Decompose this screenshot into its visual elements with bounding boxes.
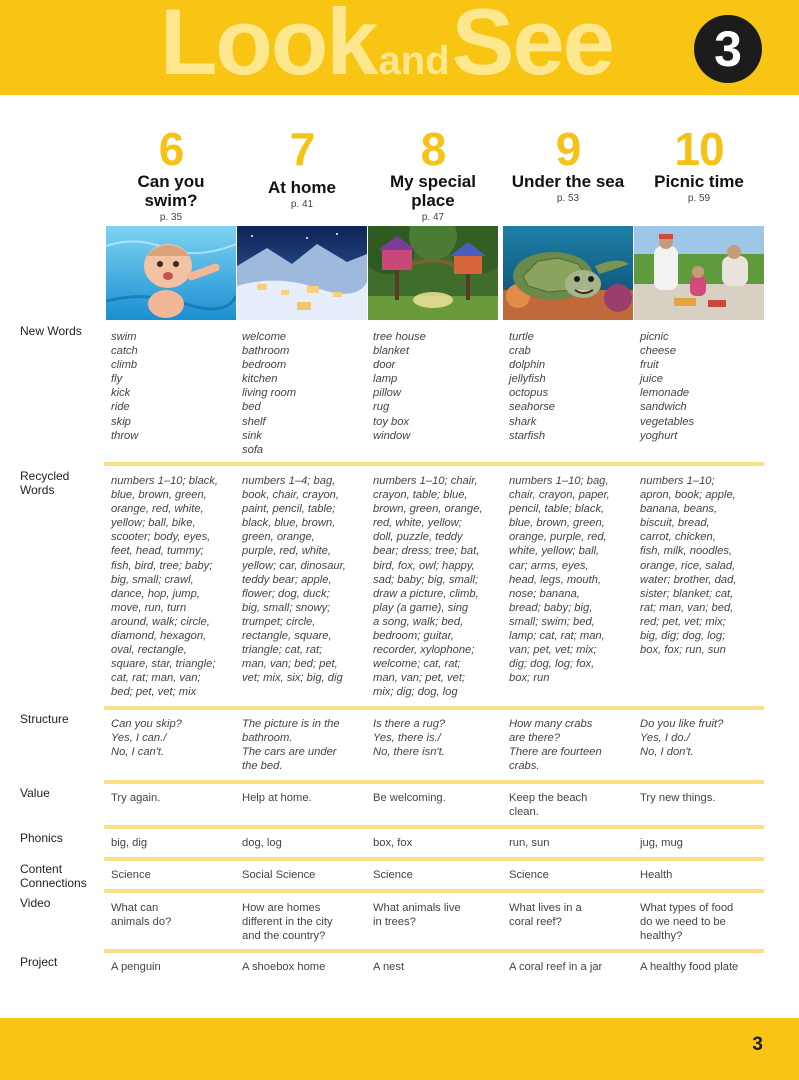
unit-page: p. 59 bbox=[687, 193, 711, 204]
cell-content-connections-unit-6: Science bbox=[111, 869, 151, 881]
row-separator bbox=[104, 825, 764, 829]
page-number: 3 bbox=[752, 1034, 763, 1055]
cell-project-unit-6: A penguin bbox=[111, 961, 161, 973]
cell-value-unit-6: Try again. bbox=[111, 792, 161, 804]
cell-new-words-unit-9: turtle crab dolphin jellyfish octopus seahorse shark starfish bbox=[509, 331, 556, 442]
page-footer bbox=[0, 1018, 799, 1080]
unit-header-9 bbox=[503, 123, 633, 206]
cell-content-connections-unit-10: Health bbox=[640, 869, 673, 881]
cell-project-unit-10: A healthy food plate bbox=[640, 961, 739, 973]
row-label-content-connections: Content Connections bbox=[20, 862, 87, 890]
title-look: Look bbox=[160, 0, 377, 94]
snowy-village-photo bbox=[237, 226, 367, 320]
row-label-value: Value bbox=[20, 786, 50, 800]
title-see: See bbox=[451, 0, 613, 94]
unit-header-6 bbox=[106, 123, 236, 225]
unit-page: p. 35 bbox=[159, 212, 183, 223]
unit-number: 8 bbox=[420, 123, 446, 175]
baby-swimming-photo bbox=[106, 226, 236, 320]
cell-structure-unit-6: Can you skip? Yes, I can./ No, I can't. bbox=[111, 718, 182, 759]
row-separator bbox=[104, 889, 764, 893]
cell-structure-unit-10: Do you like fruit? Yes, I do./ No, I don't. bbox=[640, 718, 724, 759]
unit-number: 10 bbox=[674, 123, 724, 175]
row-label-structure: Structure bbox=[20, 712, 69, 726]
cell-video-unit-7: How are homes different in the city and the country? bbox=[242, 902, 333, 943]
unit-header-7 bbox=[237, 123, 367, 212]
sea-turtle-photo bbox=[503, 226, 633, 320]
row-label-video: Video bbox=[20, 896, 51, 910]
unit-title: Picnic time bbox=[654, 172, 744, 191]
cell-phonics-unit-6: big, dig bbox=[111, 837, 148, 849]
unit-header-10 bbox=[634, 123, 764, 206]
row-label-new-words: New Words bbox=[20, 324, 82, 338]
cell-video-unit-9: What lives in a coral reef? bbox=[509, 902, 582, 929]
unit-page: p. 47 bbox=[421, 212, 445, 223]
unit-header-8 bbox=[368, 123, 498, 225]
cell-value-unit-7: Help at home. bbox=[242, 792, 312, 804]
unit-title: My special place bbox=[390, 172, 476, 210]
cell-content-connections-unit-9: Science bbox=[509, 869, 549, 881]
cell-new-words-unit-10: picnic cheese fruit juice lemonade sandwich vegetables yoghurt bbox=[640, 331, 695, 442]
cell-value-unit-8: Be welcoming. bbox=[373, 792, 446, 804]
cell-new-words-unit-8: tree house blanket door lamp pillow rug toy box window bbox=[373, 331, 426, 442]
level-badge: 3 bbox=[694, 15, 762, 83]
unit-number: 9 bbox=[555, 123, 581, 175]
row-label-project: Project bbox=[20, 955, 58, 969]
cell-phonics-unit-8: box, fox bbox=[373, 837, 413, 849]
cell-content-connections-unit-7: Social Science bbox=[242, 869, 316, 881]
row-label-recycled-words: Recycled Words bbox=[20, 469, 70, 497]
cell-structure-unit-9: How many crabs are there? There are fourteen crabs. bbox=[509, 718, 602, 773]
title-and: and bbox=[378, 39, 450, 83]
cell-video-unit-10: What types of food do we need to be healthy? bbox=[640, 902, 734, 943]
cell-recycled-words-unit-6: numbers 1–10; black, blue, brown, green, orange, red, white, yellow; ball, bike, scooter; body, eyes, feet, head, tummy; fish, bird, tree; baby; big, small; crawl, dance, hop, jump, move, run, turn around, walk; circle, diamond, hexagon, oval, rectangle, square, star, triangle; cat, rat; man, van; bed; pet, vet; mix bbox=[111, 475, 218, 699]
page-header bbox=[0, 0, 799, 95]
row-separator bbox=[104, 857, 764, 861]
family-picnic-photo bbox=[634, 226, 764, 320]
unit-page: p. 53 bbox=[556, 193, 580, 204]
unit-number: 7 bbox=[289, 123, 315, 175]
cell-value-unit-9: Keep the beach clean. bbox=[509, 792, 588, 819]
unit-page: p. 41 bbox=[290, 199, 314, 210]
row-separator bbox=[104, 949, 764, 953]
tree-house-photo bbox=[368, 226, 498, 320]
cell-recycled-words-unit-7: numbers 1–4; bag, book, chair, crayon, paint, pencil, table; black, blue, brown, green, orange, purple, red, white, yellow; car, dinosaur, teddy bear; apple, flower; dog, duck; big, small; snowy; trumpet; circle, rectangle, square, triangle; cat, rat; man, van; bed; pet, vet; mix, six; big, dig bbox=[242, 475, 346, 685]
row-separator bbox=[104, 706, 764, 710]
cell-video-unit-6: What can animals do? bbox=[111, 902, 172, 929]
cell-video-unit-8: What animals live in trees? bbox=[373, 902, 461, 929]
cell-value-unit-10: Try new things. bbox=[640, 792, 716, 804]
cell-project-unit-7: A shoebox home bbox=[242, 961, 326, 973]
cell-new-words-unit-6: swim catch climb fly kick ride skip throw bbox=[111, 331, 139, 442]
cell-recycled-words-unit-9: numbers 1–10; bag, chair, crayon, paper, pencil, table; black, blue, brown, green, orange, purple, red, white, yellow; ball, car; arms, eyes, head, legs, mouth, nose; banana, bread; baby; big, small; swim; bed, lamp; cat, rat; man, van; pet, vet; mix; dig; dog, log; fox, box; run bbox=[509, 475, 610, 685]
cell-phonics-unit-9: run, sun bbox=[509, 837, 550, 849]
unit-title: Can you swim? bbox=[137, 172, 205, 210]
cell-project-unit-8: A nest bbox=[373, 961, 405, 973]
cell-recycled-words-unit-8: numbers 1–10; chair, crayon, table; blue, brown, green, orange, red, white, yellow; doll, puzzle, teddy bear; dress; tree; bat, bird, fox, owl; happy, sad; baby; big, small; draw a picture, climb, play (a game), sing a song, walk; bed, bedroom; guitar, recorder, xylophone; welcome; cat, rat; man, van; pet, vet; mix; dig; dog, log bbox=[373, 475, 483, 699]
row-label-phonics: Phonics bbox=[20, 831, 63, 845]
cell-structure-unit-8: Is there a rug? Yes, there is./ No, there isn't. bbox=[373, 718, 446, 759]
cell-recycled-words-unit-10: numbers 1–10; apron, book; apple, banana, beans, biscuit, bread, carrot, chicken, fish, milk, noodles, orange, rice, salad, water; brother, dad, sister; blanket; cat, rat; man, van; bed, red; pet, vet; mix; big, dig; dog, log; box, fox; run, sun bbox=[640, 475, 737, 657]
cell-phonics-unit-7: dog, log bbox=[242, 837, 282, 849]
cell-content-connections-unit-8: Science bbox=[373, 869, 413, 881]
cell-project-unit-9: A coral reef in a jar bbox=[509, 961, 603, 973]
unit-title: Under the sea bbox=[511, 172, 625, 191]
cell-structure-unit-7: The picture is in the bathroom. The cars are under the bed. bbox=[242, 718, 340, 773]
unit-number: 6 bbox=[158, 123, 184, 175]
row-separator bbox=[104, 780, 764, 784]
cell-phonics-unit-10: jug, mug bbox=[640, 837, 683, 849]
cell-new-words-unit-7: welcome bathroom bedroom kitchen living room bed shelf sink sofa bbox=[242, 331, 297, 456]
unit-title: At home bbox=[268, 178, 336, 197]
row-separator bbox=[104, 462, 764, 466]
book-title bbox=[160, 0, 613, 94]
